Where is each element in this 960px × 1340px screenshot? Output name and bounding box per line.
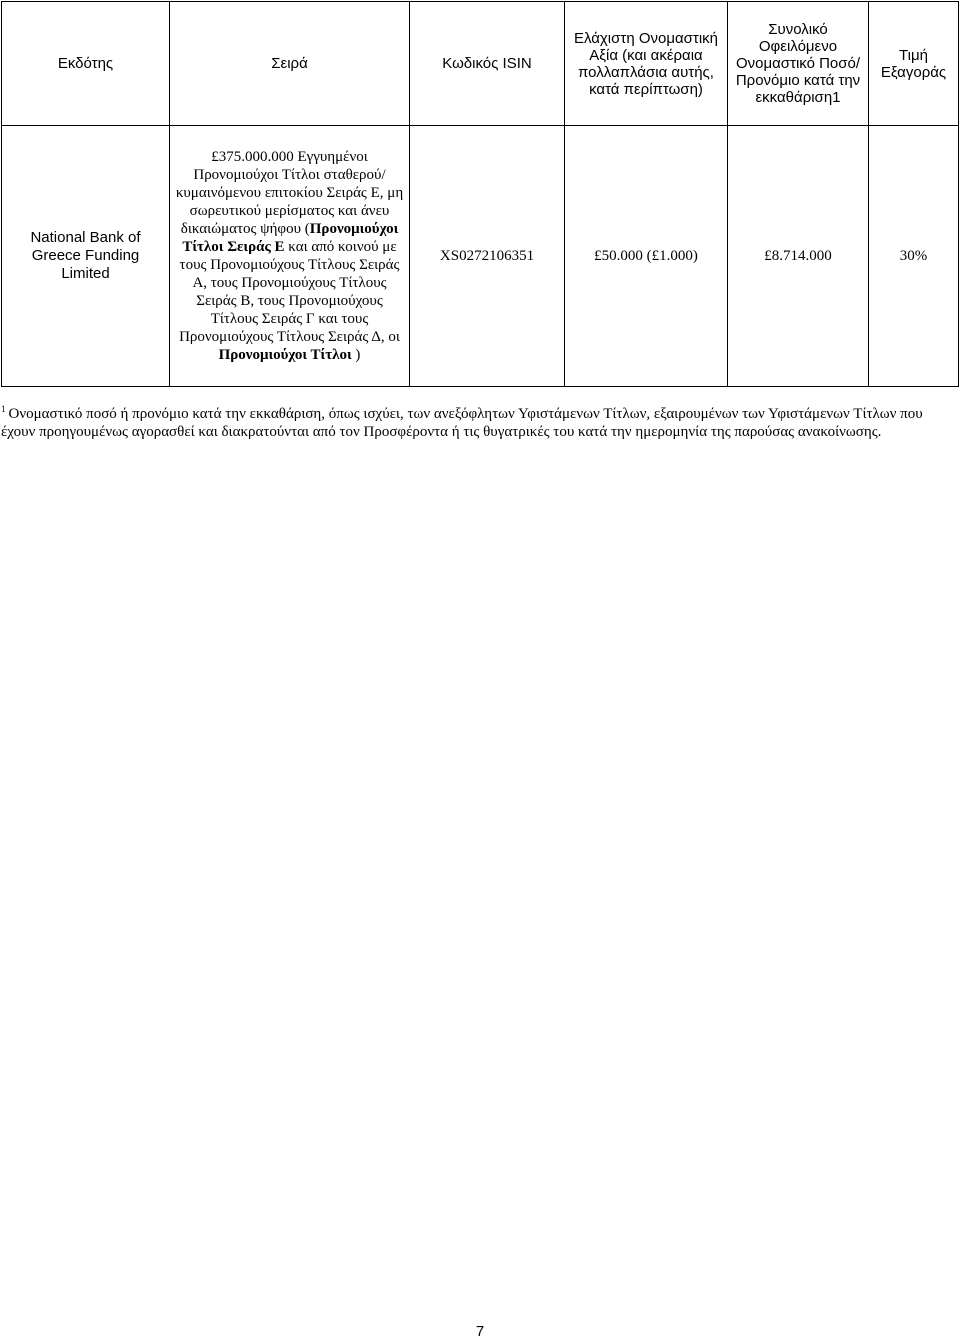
header-total-outstanding: Συνολικό Οφειλόμενο Ονομαστικό Ποσό/ Προνόμιο κατά την εκκαθάριση1: [728, 2, 869, 126]
footnote-text: Ονομαστικό ποσό ή προνόμιο κατά την εκκαθάριση, όπως ισχύει, των ανεξόφλητων Υφιστάμενων Τίτλων, εξαιρουμένων των Υφιστάμενων Τίτλων που έχουν προηγουμένως αγορασθεί και διακρατούνται από τον Προσφέροντα ή τις θυγατρικές του κατά την ημερομηνία της παρούσας ανακοίνωσης.: [1, 406, 923, 440]
tender-offer-table: [1, 1, 959, 387]
series-bold-1: Προνομιούχοι Τίτλοι Σειράς Ε: [182, 221, 399, 255]
footnote-marker: 1: [1, 404, 6, 414]
cell-isin: XS0272106351: [410, 126, 565, 387]
footnote: [1, 400, 951, 441]
cell-total-outstanding: £8.714.000: [728, 126, 869, 387]
page-number: 7: [475, 1323, 485, 1340]
header-purchase-price: Τιμή Εξαγοράς: [869, 2, 959, 126]
header-series: Σειρά: [170, 2, 410, 126]
series-bold-2: Προνομιούχοι Τίτλοι: [218, 347, 352, 363]
cell-series: [170, 126, 410, 387]
series-text-1: £375.000.000 Εγγυημένοι Προνομιούχοι Τίτλοι σταθερού/κυμαινόμενου επιτοκίου Σειράς Ε, μη σωρευτικού μερίσματος και άνευ δικαιώματος ψήφου (: [175, 149, 404, 237]
table-header-row: [2, 2, 959, 126]
header-issuer: Εκδότης: [2, 2, 170, 126]
series-text-3: ): [351, 347, 361, 363]
cell-min-denomination: £50.000 (£1.000): [565, 126, 728, 387]
series-text-2: και από κοινού με τους Προνομιούχους Τίτλους Σειράς Α, τους Προνομιούχους Τίτλους Σειράς Β, τους Προνομιούχους Τίτλους Σειράς Γ και τους Προνομιούχους Τίτλους Σειράς Δ, οι: [179, 239, 400, 345]
cell-issuer: National Bank of Greece Funding Limited: [2, 126, 170, 387]
cell-purchase-price: 30%: [869, 126, 959, 387]
header-min-denomination: Ελάχιστη Ονομαστική Αξία (και ακέραια πολλαπλάσια αυτής, κατά περίπτωση): [565, 2, 728, 126]
header-isin: Κωδικός ISIN: [410, 2, 565, 126]
table-row: [2, 126, 959, 387]
